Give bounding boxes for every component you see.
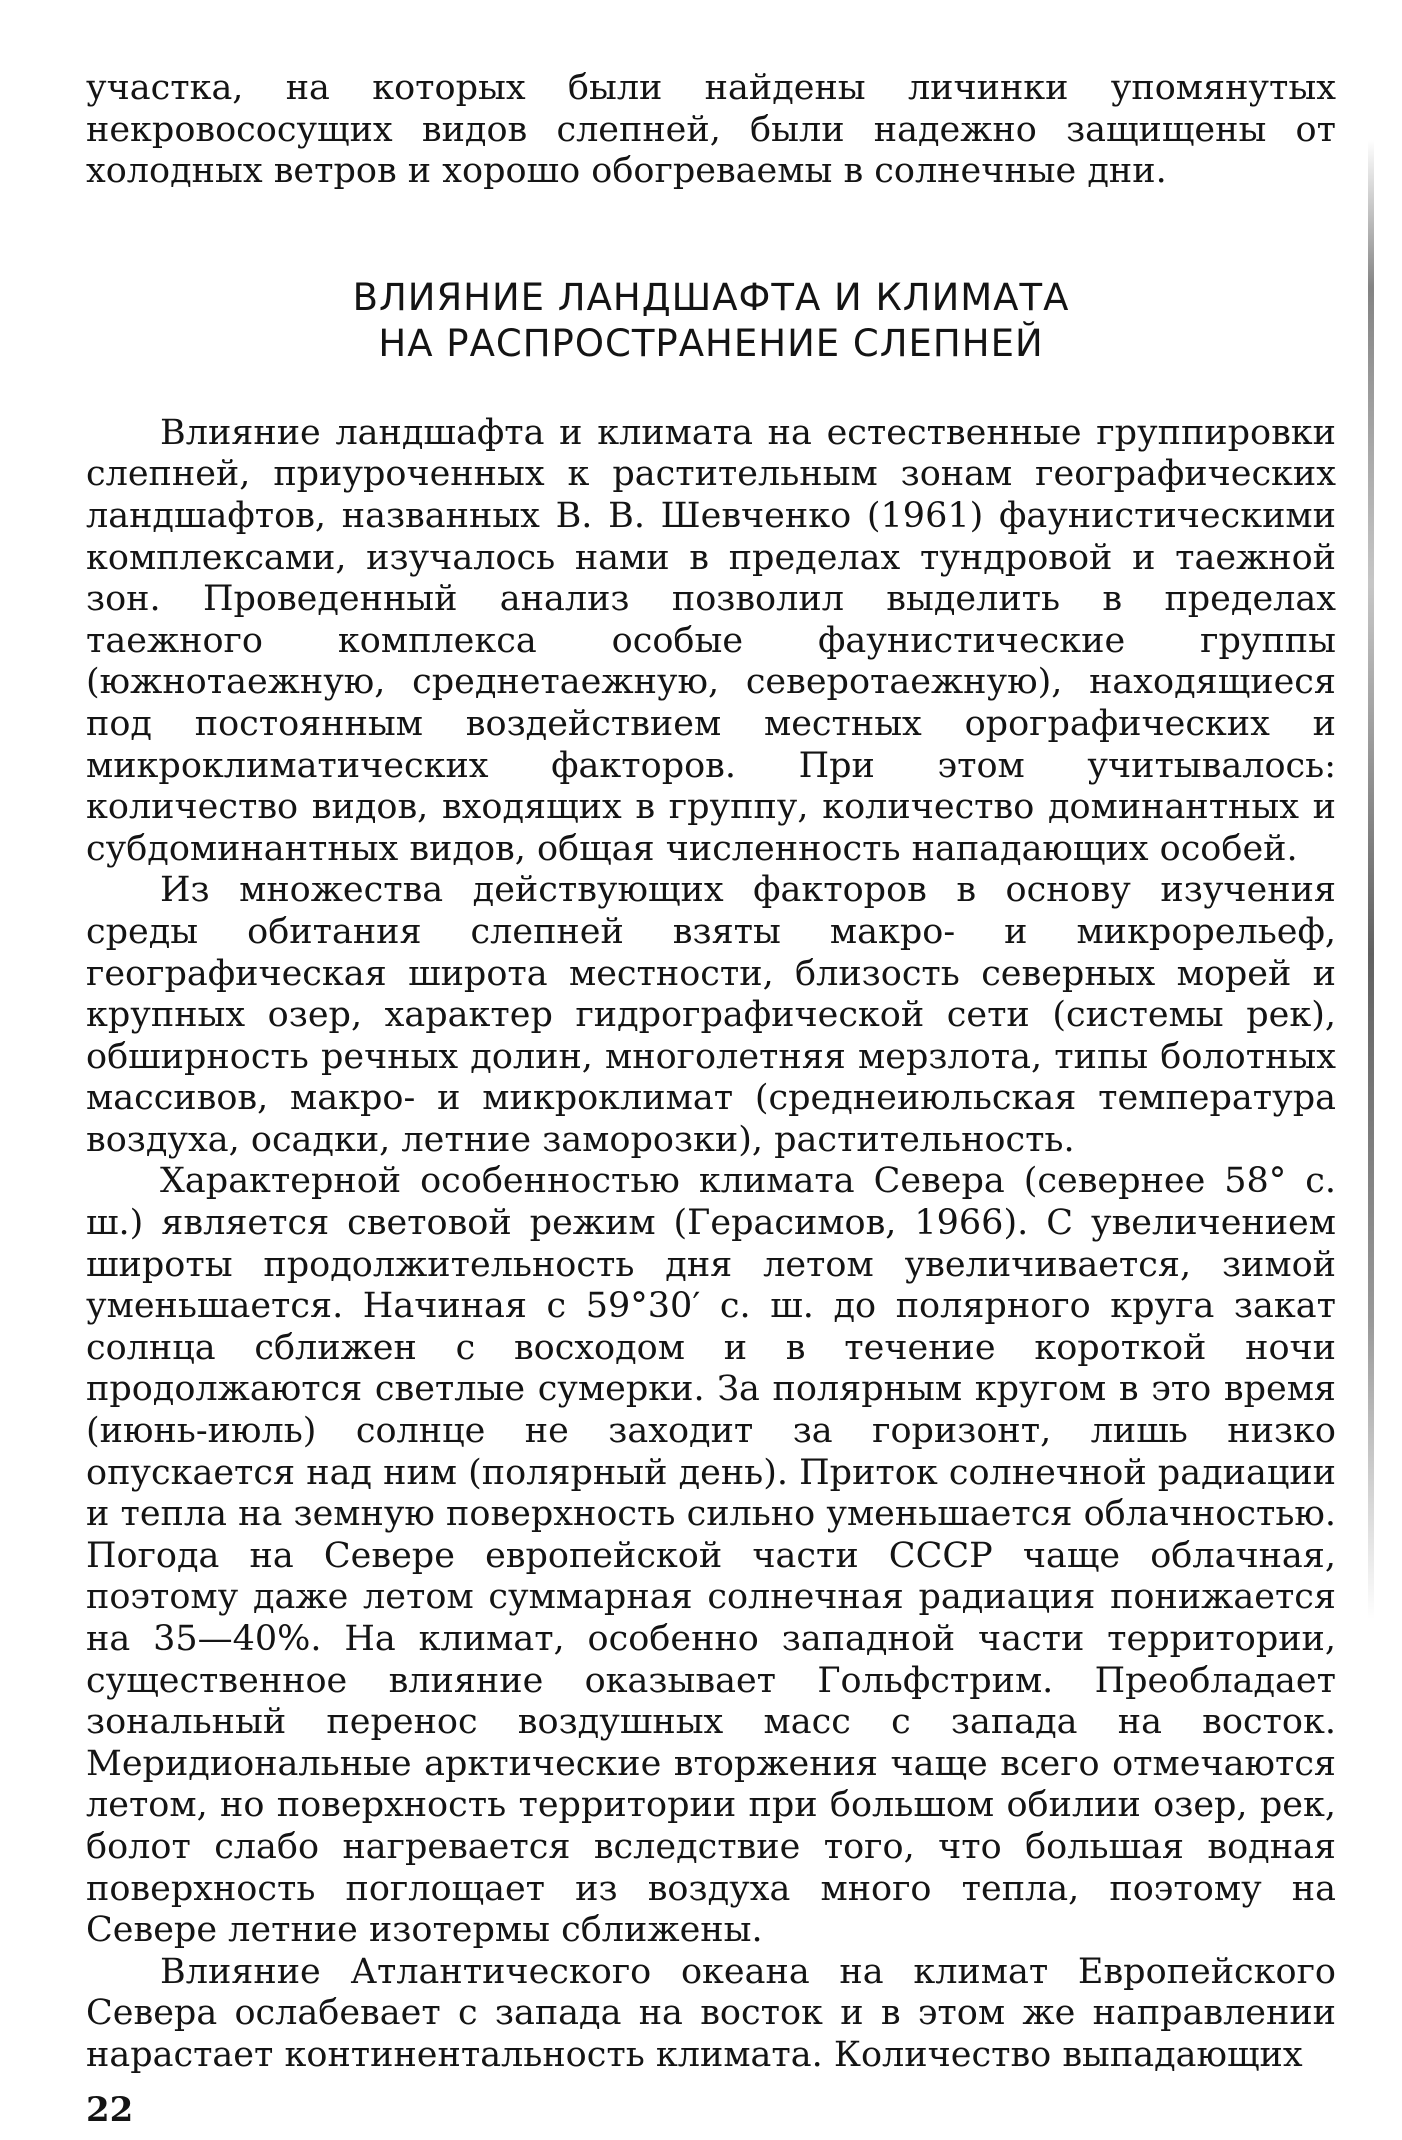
scan-shadow-edge [1368, 140, 1374, 1620]
paragraph-north-climate: Характерной особенностью климата Севера (севернее 58° с. ш.) является световой режим (Герасимов, 1966). С увеличением широты продолжительность дня летом увеличивается, зимой уменьшается. Начиная с 59°30′ с. ш. до полярного круга закат солнца сближен с восходом и в течение короткой ночи продолжаются светлые сумерки. За полярным кругом в это время (июнь-июль) солнце не заходит за горизонт, лишь низко опускается над ним (полярный день). Приток солнечной радиации и тепла на земную поверхность сильно уменьшается облачностью. Погода на Севере европейской части СССР чаще облачная, поэтому даже летом суммарная солнечная радиация понижается на 35—40%. На климат, особенно западной части территории, существенное влияние оказывает Гольфстрим. Преобладает зональный перенос воздушных масс с запада на восток. Меридиональные арктические вторжения чаще всего отмечаются летом, но поверхность территории при большом обилии озер, рек, болот слабо нагревается вследствие того, что большая водная поверхность поглощает из воздуха много тепла, поэтому на Севере летние изотермы сближены. [86, 1161, 1336, 1951]
heading-line-1: ВЛИЯНИЕ ЛАНДШАФТА И КЛИМАТА [352, 275, 1070, 319]
section-heading [86, 275, 1336, 367]
intro-paragraph: участка, на которых были найдены личинки упомянутых некровососущих видов слепней, были надежно защищены от холодных ветров и хорошо обогреваемы в солнечные дни. [86, 68, 1336, 192]
paragraph-atlantic-influence: Влияние Атлантического океана на климат Европейского Севера ослабевает с запада на восток и в этом же направлении нарастает континентальность климата. Количество выпадающих [86, 1951, 1336, 2075]
page-number: 22 [86, 2090, 134, 2130]
text-column [86, 68, 1336, 2077]
paragraph-habitat-factors: Из множества действующих факторов в основу изучения среды обитания слепней взяты макро- и микрорельеф, географическая широта местности, близость северных морей и крупных озер, характер гидрографической сети (системы рек), обширность речных долин, многолетняя мерзлота, типы болотных массивов, макро- и микроклимат (среднеиюльская температура воздуха, осадки, летние заморозки), растительность. [86, 870, 1336, 1160]
paragraph-landscape-influence: Влияние ландшафта и климата на естественные группировки слепней, приуроченных к растительным зонам географических ландшафтов, названных В. В. Шевченко (1961) фаунистическими комплексами, изучалось нами в пределах тундровой и таежной зон. Проведенный анализ позволил выделить в пределах таежного комплекса особые фаунистические группы (южнотаежную, среднетаежную, северотаежную), находящиеся под постоянным воздействием местных орографических и микроклиматических факторов. При этом учитывалось: количество видов, входящих в группу, количество доминантных и субдоминантных видов, общая численность нападающих особей. [86, 412, 1336, 869]
heading-line-2: НА РАСПРОСТРАНЕНИЕ СЛЕПНЕЙ [378, 321, 1044, 365]
